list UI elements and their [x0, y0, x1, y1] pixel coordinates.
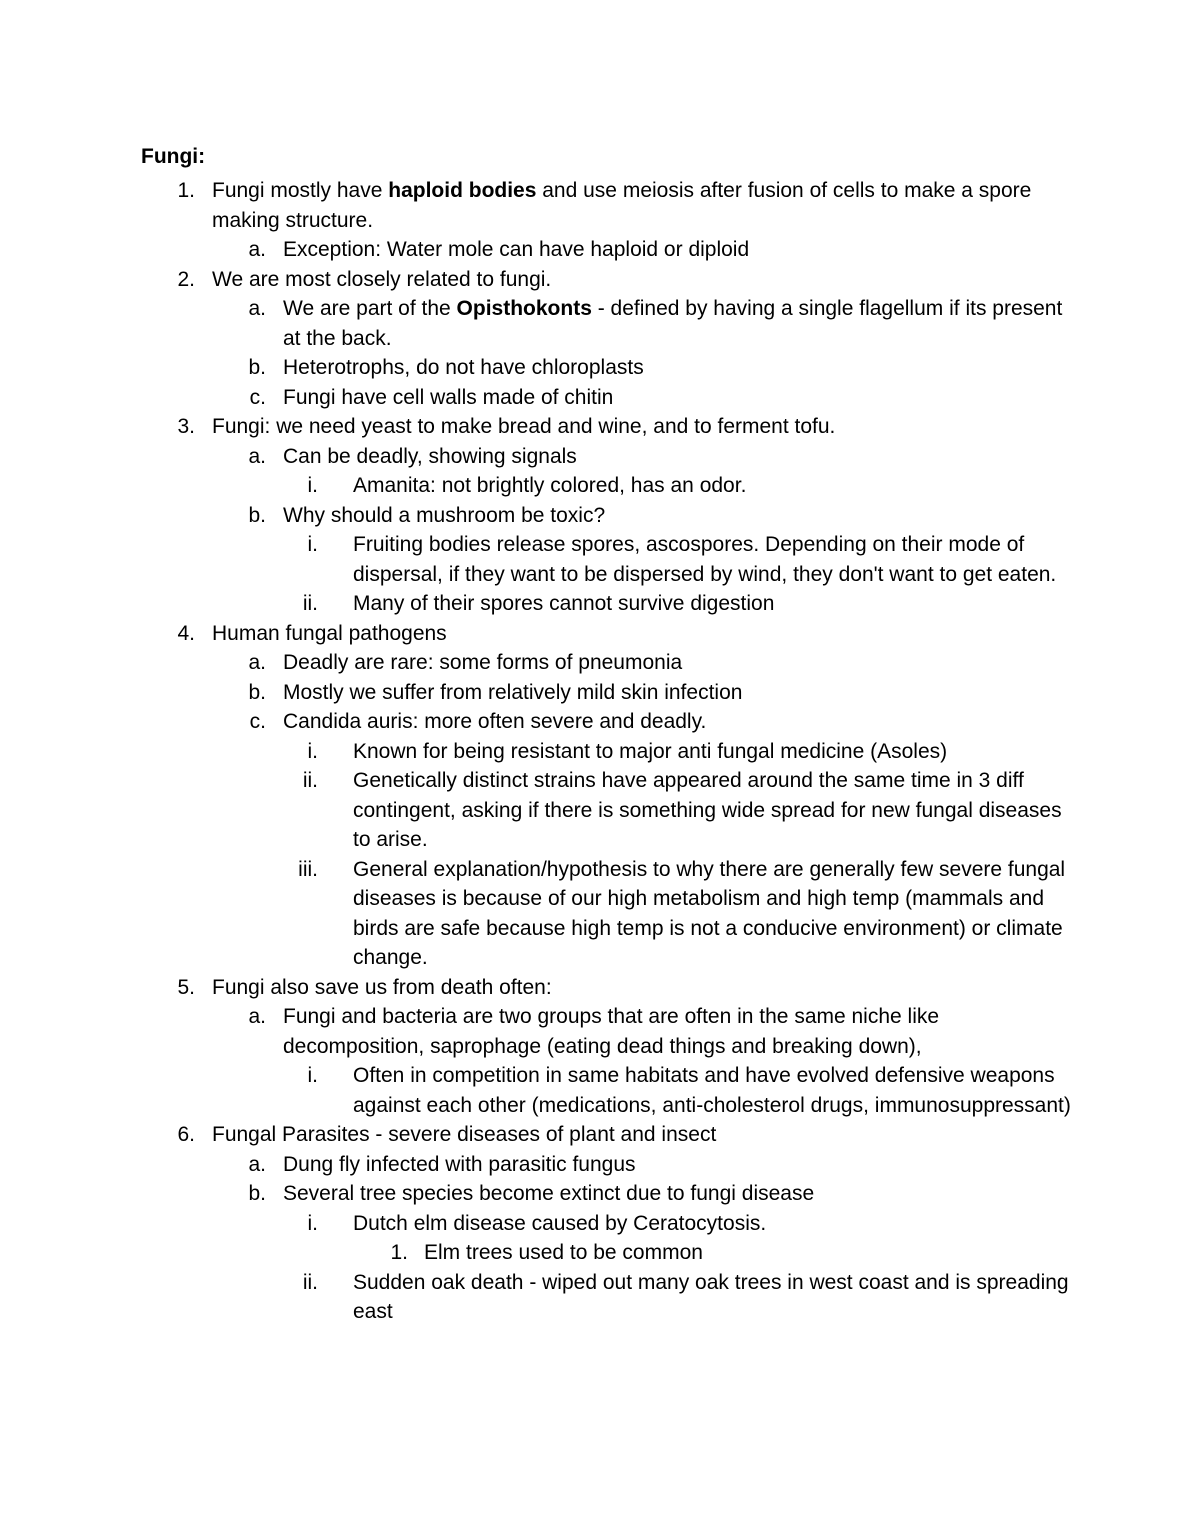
list-marker: i. — [307, 474, 318, 497]
list-item-text — [353, 1209, 1073, 1239]
list-item — [0, 383, 1200, 413]
list-item-text — [212, 412, 1072, 442]
list-marker: iii. — [298, 857, 318, 881]
list-item — [0, 176, 1200, 235]
list-item — [0, 265, 1200, 295]
text-segment: General explanation/hypothesis to why there are generally few severe fungal diseases is because of our high metabolism and high temp (mammals and birds are safe because high temp is not a conducive environment) or climate change. — [353, 857, 1066, 969]
text-segment: Often in competition in same habitats and have evolved defensive weapons against each other (medications, anti-cholesterol drugs, immunosuppressant) — [353, 1064, 1071, 1117]
text-segment: - defined by having a single flagellum if its present at the back. — [283, 297, 1063, 350]
list-item-text — [353, 855, 1073, 973]
bold-term: Opisthokonts — [456, 297, 592, 320]
list-marker: ii. — [302, 592, 318, 615]
list-item-text — [283, 442, 1073, 472]
text-segment: Dutch elm disease caused by Ceratocytosis. — [353, 1211, 767, 1235]
text-segment: Fungi and bacteria are two groups that are often in the same niche like decomposition, saprophage (eating dead things and breaking down), — [283, 1005, 940, 1058]
list-item-text — [283, 353, 1073, 383]
list-item-text — [212, 265, 1072, 295]
list-item — [0, 648, 1200, 678]
text-segment: and use meiosis after fusion of cells to make a spore making structure. — [212, 179, 1032, 232]
text-segment: Genetically distinct strains have appeared around the same time in 3 diff contingent, asking if there is something wide spread for new fungal diseases to arise. — [353, 769, 1062, 851]
list-item — [0, 619, 1200, 649]
list-item-text — [283, 235, 1073, 265]
list-item-text — [353, 766, 1073, 855]
list-marker: b. — [248, 503, 266, 527]
list-marker: b. — [248, 1182, 266, 1205]
list-item — [0, 501, 1200, 531]
list-item — [0, 235, 1200, 265]
list-item-text — [353, 737, 1073, 767]
list-marker: b. — [248, 680, 266, 704]
list-item — [0, 1238, 1200, 1268]
list-item-text — [283, 707, 1073, 737]
list-item-text — [353, 471, 1073, 501]
list-marker: a. — [248, 238, 266, 261]
text-segment: Several tree species become extinct due to fungi disease — [283, 1182, 815, 1205]
text-segment: We are part of the — [283, 297, 457, 320]
list-item-text — [353, 530, 1073, 589]
text-segment: Fungi: we need yeast to make bread and wine, and to ferment tofu. — [212, 415, 836, 438]
list-item — [0, 1179, 1200, 1209]
text-segment: Candida auris: more often severe and deadly. — [283, 710, 707, 733]
list-marker: i. — [307, 1064, 318, 1087]
list-item — [0, 707, 1200, 737]
list-item — [0, 973, 1200, 1003]
list-marker: 1. — [390, 1241, 408, 1264]
list-item-text — [283, 294, 1073, 353]
list-marker: i. — [307, 533, 318, 556]
text-segment: Fruiting bodies release spores, ascospores. Depending on their mode of dispersal, if they want to be dispersed by wind, they don't want to get eaten. — [353, 533, 1057, 586]
text-segment: Amanita: not brightly colored, has an odor. — [353, 474, 747, 497]
text-segment: We are most closely related to fungi. — [212, 267, 552, 291]
list-item — [0, 412, 1200, 442]
list-item — [0, 855, 1200, 973]
list-marker: c. — [249, 710, 266, 733]
list-item — [0, 353, 1200, 383]
list-marker: 5. — [177, 975, 195, 999]
list-item-text — [212, 973, 1072, 1003]
list-item-text — [353, 589, 1073, 619]
list-item — [0, 737, 1200, 767]
list-item — [0, 1150, 1200, 1180]
list-item-text — [283, 501, 1073, 531]
list-item — [0, 471, 1200, 501]
list-marker: a. — [248, 297, 266, 320]
text-segment: Known for being resistant to major anti fungal medicine (Asoles) — [353, 739, 948, 763]
list-item-text — [283, 1150, 1073, 1180]
list-item-text — [283, 678, 1073, 708]
list-item-text — [212, 619, 1072, 649]
list-marker: 1. — [177, 179, 195, 202]
list-item-text — [212, 176, 1072, 235]
list-marker: b. — [248, 356, 266, 379]
text-segment: Human fungal pathogens — [212, 621, 447, 645]
text-segment: Fungal Parasites - severe diseases of plant and insect — [212, 1123, 717, 1146]
list-item — [0, 678, 1200, 708]
list-marker: 6. — [177, 1123, 195, 1146]
list-item — [0, 442, 1200, 472]
list-marker: a. — [248, 1005, 266, 1028]
list-marker: i. — [307, 1211, 318, 1235]
list-item — [0, 766, 1200, 855]
text-segment: Fungi mostly have — [212, 179, 389, 202]
text-segment: Exception: Water mole can have haploid or diploid — [283, 238, 750, 261]
list-marker: i. — [307, 739, 318, 763]
list-marker: 4. — [177, 621, 195, 645]
list-item — [0, 1061, 1200, 1120]
list-item — [0, 530, 1200, 589]
list-item — [0, 294, 1200, 353]
bold-term: haploid bodies — [388, 179, 537, 202]
text-segment: Fungi also save us from death often: — [212, 975, 552, 999]
text-segment: Dung fly infected with parasitic fungus — [283, 1152, 636, 1176]
list-item — [0, 1002, 1200, 1061]
text-segment: Fungi have cell walls made of chitin — [283, 385, 614, 409]
list-item — [0, 589, 1200, 619]
list-item-text — [283, 383, 1073, 413]
list-marker: ii. — [302, 769, 318, 792]
list-marker: a. — [248, 444, 266, 468]
list-marker: c. — [249, 385, 266, 409]
list-item-text — [283, 1002, 1073, 1061]
list-item — [0, 1120, 1200, 1150]
list-item-text — [424, 1238, 1074, 1268]
text-segment: Many of their spores cannot survive digestion — [353, 592, 775, 615]
list-marker: 2. — [177, 267, 195, 291]
list-item-text — [353, 1268, 1073, 1327]
list-item-text — [353, 1061, 1073, 1120]
text-segment: Mostly we suffer from relatively mild skin infection — [283, 680, 743, 704]
list-item-text — [212, 1120, 1072, 1150]
text-segment: Sudden oak death - wiped out many oak trees in west coast and is spreading east — [353, 1270, 1069, 1323]
text-segment: Why should a mushroom be toxic? — [283, 503, 606, 527]
text-segment: Elm trees used to be common — [424, 1241, 703, 1264]
document-title: Fungi: — [141, 145, 206, 168]
list-item — [0, 1209, 1200, 1239]
list-marker: 3. — [177, 415, 195, 438]
outline-list — [0, 176, 1200, 1327]
list-marker: a. — [248, 1152, 266, 1176]
list-item-text — [283, 1179, 1073, 1209]
text-segment: Can be deadly, showing signals — [283, 444, 577, 468]
list-item — [0, 1268, 1200, 1327]
list-item-text — [283, 648, 1073, 678]
list-marker: a. — [248, 651, 266, 674]
text-segment: Deadly are rare: some forms of pneumonia — [283, 651, 683, 674]
list-marker: ii. — [302, 1270, 318, 1294]
text-segment: Heterotrophs, do not have chloroplasts — [283, 356, 644, 379]
